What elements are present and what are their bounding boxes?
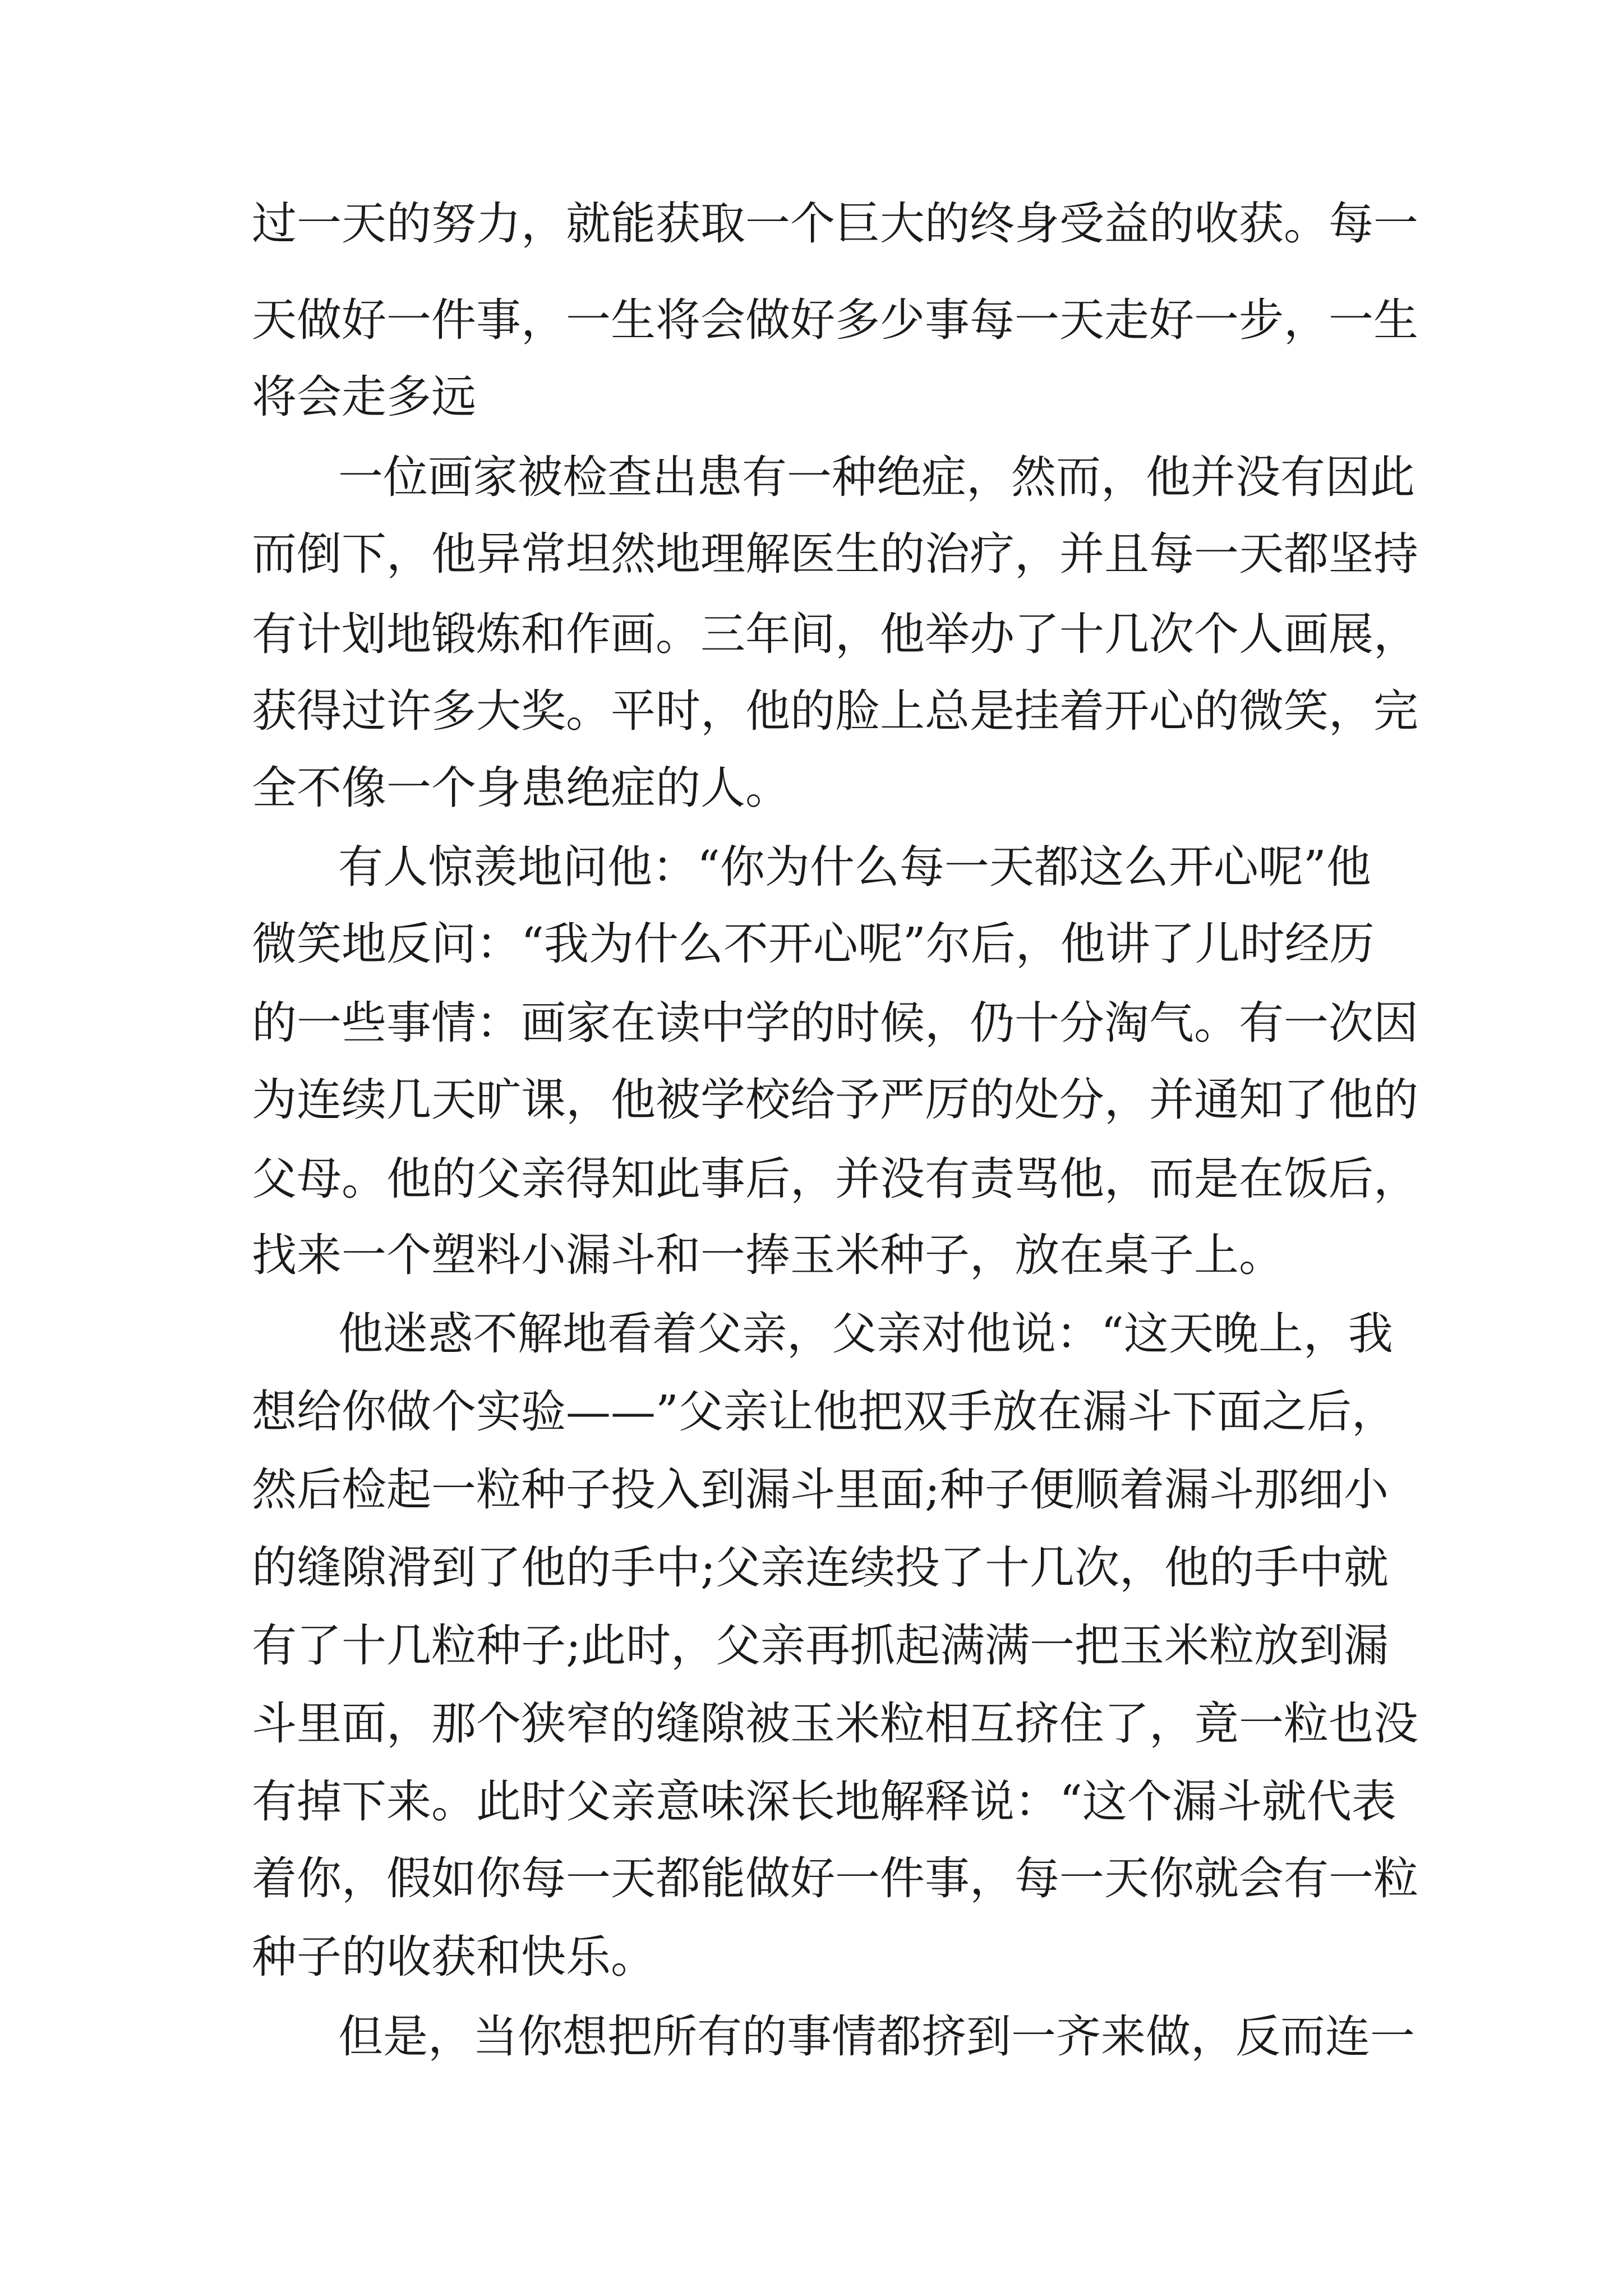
text-line: 天做好一件事，一生将会做好多少事每一天走好一步，一生 [252,294,1418,346]
text-line: 一位画家被检查出患有一种绝症，然而，他并没有因此 [338,451,1415,503]
text-line: 斗里面，那个狭窄的缝隙被玉米粒相互挤住了，竟一粒也没 [252,1697,1418,1750]
text-line: 而倒下，他异常坦然地理解医生的治疗，并且每一天都坚持 [252,528,1418,580]
text-line: 获得过许多大奖。平时，他的脸上总是挂着开心的微笑，完 [252,685,1418,737]
text-line: 然后检起一粒种子投入到漏斗里面;种子便顺着漏斗那细小 [252,1464,1389,1516]
text-line: 有了十几粒种子;此时，父亲再抓起满满一把玉米粒放到漏 [252,1619,1389,1672]
text-line: 微笑地反问：“我为什么不开心呢”尔后，他讲了儿时经历 [252,918,1375,970]
text-line: 过一天的努力，就能获取一个巨大的终身受益的收获。每一 [252,197,1418,250]
text-line: 他迷惑不解地看着父亲，父亲对他说：“这天晚上，我 [338,1308,1393,1360]
text-line: 种子的收获和快乐。 [252,1931,656,1983]
text-line: 全不像一个身患绝症的人。 [252,762,790,814]
text-line: 的缝隙滑到了他的手中;父亲连续投了十几次，他的手中就 [252,1542,1389,1594]
text-line: 有掉下来。此时父亲意味深长地解释说：“这个漏斗就代表 [252,1775,1396,1828]
text-line: 将会走多远 [252,371,476,423]
text-line: 的一些事情：画家在读中学的时候，仍十分淘气。有一次因 [252,997,1418,1049]
text-line: 父母。他的父亲得知此事后，并没有责骂他，而是在饭后， [252,1153,1418,1205]
text-line: 有计划地锻炼和作画。三年间，他举办了十几次个人画展， [252,608,1418,660]
text-line: 为连续几天旷课，他被学校给予严厉的处分，并通知了他的 [252,1074,1418,1126]
text-line: 但是，当你想把所有的事情都挤到一齐来做，反而连一 [338,2010,1415,2063]
text-line: 有人惊羡地问他：“你为什么每一天都这么开心呢”他 [338,841,1371,893]
text-line: 找来一个塑料小漏斗和一捧玉米种子，放在桌子上。 [252,1229,1284,1281]
text-line: 着你，假如你每一天都能做好一件事，每一天你就会有一粒 [252,1852,1418,1904]
text-line: 想给你做个实验——”父亲让他把双手放在漏斗下面之后， [252,1386,1396,1438]
